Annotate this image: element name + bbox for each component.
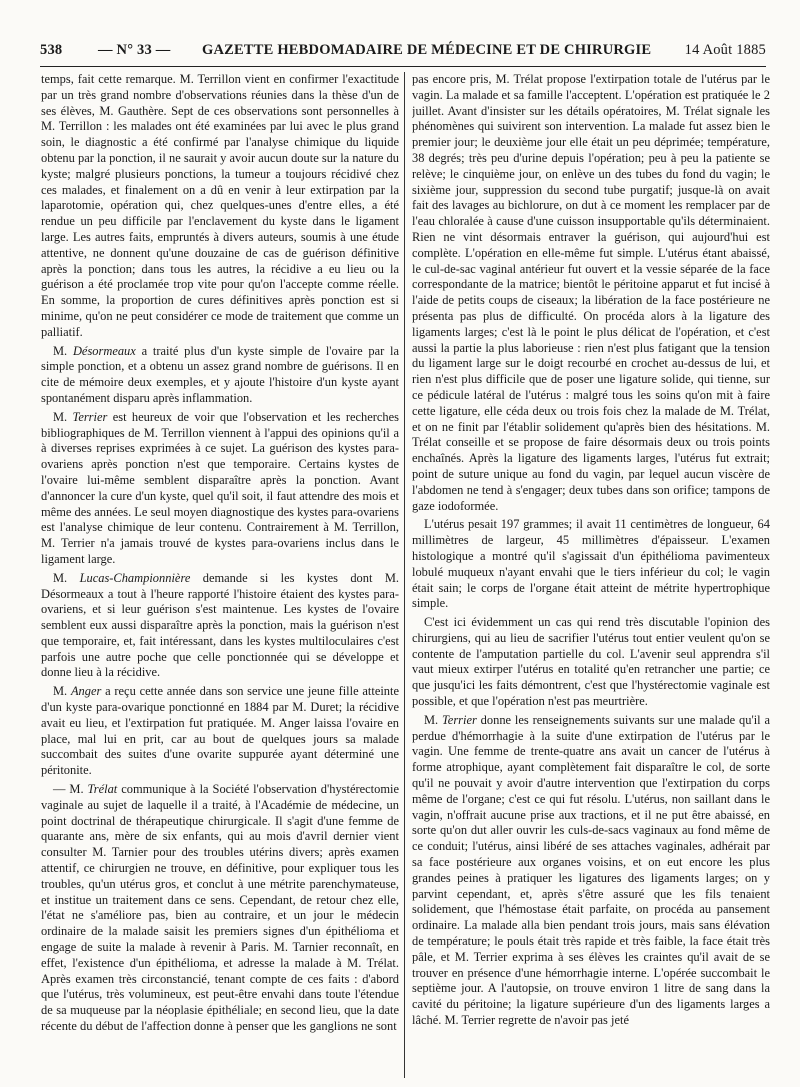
- left-column: [41, 72, 399, 1080]
- page-header: [40, 42, 766, 64]
- paragraph: M. Désormeaux a traité plus d'un kyste simple de l'ovaire par la simple ponction, et a obtenu un assez grand nombre de guérisons. Il en cite de mémoire deux exemples, et y ajoute l'histoire d'un kyste ayant spontanément disparu après inflammation.: [41, 343, 399, 405]
- speaker-name: Terrier: [442, 712, 477, 727]
- paragraph: M. Terrier est heureux de voir que l'observation et les recherches bibliographiques de M. Terrillon viennent à l'appui des opinions qu'il a à diverses reprises exprimées à ce sujet. La guérison des kystes para-ovariens après ponction n'est que temporaire. Certains kystes de l'ovaire lui-même semblent disparaître après la ponction. Avant d'annoncer la cure d'un kyste, quel qu'il soit, il faut attendre des mois et même des années. Le seul moyen diagnostique des kystes para-ovariens est l'analyse chimique de leur contenu. Contrairement à M. Terrillon, M. Terrier n'a jamais trouvé de kystes para-ovariens inclus dans le ligament large.: [41, 409, 399, 566]
- paragraph: — M. Trélat communique à la Société l'observation d'hystérectomie vaginale au sujet de laquelle il a traité, à l'Académie de médecine, un point doctrinal de thérapeutique chirurgicale. Il s'agit d'une femme de quarante ans, mère de six enfants, qui au mois d'avril dernier vient consulter M. Tarnier pour des troubles utérins divers; après examen attentif, ce chirurgien ne trouve, en définitive, pour expliquer tous les troubles, qu'un utérus gros, et conclut à une métrite parenchymateuse, et institue un traitement dans ce sens. Cependant, de retour chez elle, l'état ne s'améliore pas, bien au contraire, et un jour le médecin ordinaire de la malade saisit les premiers signes d'un épithélioma et engage de suite la malade à revenir à Paris. M. Tarnier reconnaît, en effet, l'existence d'un épithélioma, et adresse la malade à M. Trélat. Après examen très circonstancié, tenant compte de ces faits : d'abord que l'utérus, très volumineux, est peut-être envahi dans toute l'étendue de sa muqueuse par la néoplasie épithéliale; en second lieu, que la date récente du début de l'affection donne à penser que les ganglions ne sont: [41, 782, 399, 1034]
- paragraph: M. Terrier donne les renseignements suivants sur une malade qu'il a perdue d'hémorrhagie à la suite d'une extirpation de l'utérus par le vagin. Une femme de trente-quatre ans avait un cancer de l'utérus à forme atrophique, ayant complètement fait disparaître le col, de sorte qu'il ne pouvait y avoir d'autre intervention que l'extirpation du corps même de l'organe; c'est ce qui fut résolu. L'utérus, non saillant dans le vagin, n'offrait aucune prise aux tractions, et il ne put être abaissé, en sorte qu'on dut aller ouvrir les culs-de-sacs vaginaux au fond même de ce conduit; l'utérus, ainsi libéré de ses attaches vaginales, adhérait par sa face postérieure aux organes voisins, et on eut encore les plus grandes peines à pratiquer les ligatures des ligaments larges; on y parvint cependant, et, après s'être assuré que les fils tenaient solidement, que l'hémostase était parfaite, on procéda au pansement ordinaire. La malade alla bien pendant trois jours, mais sans élévation de température; le pouls était très rapide et très faible, la face était très pâle, et M. Terrier exprima à ses élèves les craintes qu'il avait de se trouver en présence d'une hémorrhagie interne. L'opérée succombait le septième jour. A l'autopsie, on trouve environ 1 litre de sang dans la cavité du péritoine; la ligature supérieure d'un des ligaments larges a lâché. M. Terrier regrette de n'avoir pas jeté: [412, 712, 770, 1028]
- speaker-name: Anger: [70, 684, 102, 699]
- issue-date: 14 Août 1885: [684, 42, 766, 58]
- journal-title: GAZETTE HEBDOMADAIRE DE MÉDECINE ET DE CHIRURGIE: [202, 42, 652, 58]
- paragraph: C'est ici évidemment un cas qui rend très discutable l'opinion des chirurgiens, qui au lieu de sacrifier l'utérus tout entier veulent qu'on se contente de l'amputation partielle du col. L'avenir seul apprendra s'il vaut mieux extirper l'utérus en totalité qu'en retrancher une partie; ce que jusqu'ici les faits démontrent, c'est que l'hystérectomie vaginale est possible, et que l'opération n'est pas meurtrière.: [412, 615, 770, 709]
- column-divider: [404, 72, 405, 1078]
- speaker-name: Trélat: [87, 782, 118, 797]
- speaker-name: Terrier: [72, 409, 108, 424]
- speaker-name: Désormeaux: [72, 343, 136, 358]
- paragraph: temps, fait cette remarque. M. Terrillon vient en confirmer l'exactitude par un très grand nombre d'observations réunies dans la thèse d'un de ses élèves, M. Gauthère. Sept de ces observations sont personnelles à M. Terrillon : les malades ont été examinées par lui avec le plus grand soin, le diagnostic a été confirmé par l'analyse chimique du liquide obtenu par la ponction, il ne saurait y avoir aucun doute sur la nature du kyste; malgré plusieurs ponctions, la tumeur a toujours récidivé chez ces malades, et finalement on a dû en venir à leur extirpation par la laparotomie, opération qui, chez quelques-unes d'entre elles, a été rendue un peu difficile par l'enclavement du kyste dans le ligament large. Les autres faits, empruntés à divers auteurs, soumis à une étude attentive, ne donnent qu'une douzaine de cas de guérison définitive après la ponction; dans tous les autres, la récidive a eu lieu ou la guérison a été proclamée trop vite pour qu'on l'accepte comme réelle. En somme, la proportion de cures définitives après ponction est si minime, qu'on ne peut considérer ce mode de traitement que comme un palliatif.: [41, 72, 399, 339]
- issue-number: — N° 33 —: [98, 42, 171, 58]
- paragraph: pas encore pris, M. Trélat propose l'extirpation totale de l'utérus par le vagin. La malade et sa famille l'acceptent. L'opération est pratiquée le 2 juillet. Avant d'insister sur les détails opératoires, M. Trélat signale les phénomènes qui suivirent son intervention. La malade fut assez bien le premier jour; le deuxième jour elle était un peu déprimée; température, 38 degrés; très peu d'urine depuis l'opération; peu à peu la patiente se relève; le cinquième jour, on enlève un des tubes du fond du vagin; le sixième jour, suppression du second tube purgatif; jusque-là on avait fait des lavages au bichlorure, on dut à ce moment les remplacer par de l'eau chloralée à cause d'une cuisson insupportable qu'ils déterminaient. Rien ne vint désormais entraver la guérison, qui aujourd'hui est complète. L'opération en elle-même fut simple. L'utérus étant abaissé, le cul-de-sac vaginal antérieur fut ouvert et la vessie séparée de la face correspondante de la matrice; bientôt le péritoine apparut et fut incisé à l'aide de petits coups de ciseaux; la libération de la face postérieure ne présenta pas plus de difficulté. On procéda alors à la ligature des ligaments larges; c'est là le point le plus délicat de l'opération, et c'est aussi la partie la plus laborieuse : rien n'est plus fatigant que la tension du ligament large sur le doigt recourbé en crochet au-dessus de lui, et rien n'est plus difficile que de poser une ligature solide, qui tienne, sur ce pédicule latéral de l'utérus : malgré tous les soins qu'on mit à faire cette ligature, elle céda deux ou trois fois chez la malade de M. Trélat, et on ne finit par l'établir solidement qu'après bien des hésitations. M. Trélat conseille et se propose de faire désormais deux ou trois points enchaînés. Après la ligature des ligaments larges, l'utérus fut extrait; point de suture unique au fond du vagin, par lequel aucun viscère de l'abdomen ne tend à s'engager; deux tubes dans son orifice; tampons de gaze iodoformée.: [412, 72, 770, 513]
- right-column: [412, 72, 770, 1080]
- page-number: 538: [40, 42, 63, 58]
- paragraph: M. Anger a reçu cette année dans son service une jeune fille atteinte d'un kyste para-ovarique ponctionné en 1884 par M. Duret; la récidive avait eu lieu, et l'extirpation fut pratiquée. M. Anger laissa l'ovaire en place, mal lui en prit, car au bout de quelques jours sa malade succombait des suites d'une ovarite suppurée ayant déterminé une péritonite.: [41, 684, 399, 778]
- header-rule: [40, 66, 766, 67]
- paragraph: M. Lucas-Championnière demande si les kystes dont M. Désormeaux a tout à l'heure rapporté l'histoire étaient des kystes para-ovariens, et si leur guérison s'est maintenue. Les kystes de l'ovaire semblent eux aussi disparaître après la ponction, mais la guérison n'est que temporaire, et, fait intéressant, dans les kystes multiloculaires c'est parfois une autre poche que celle ponctionnée qui se développe et donne lieu à la récidive.: [41, 570, 399, 680]
- paragraph: L'utérus pesait 197 grammes; il avait 11 centimètres de longueur, 64 millimètres de largeur, 45 millimètres d'épaisseur. L'examen histologique a montré qu'il s'agissait d'un épithélioma pavimenteux lobulé muqueux n'ayant envahi que le tiers inférieur du col; le vagin était sain; le corps de l'organe était atteint de métrite hypertrophique simple.: [412, 517, 770, 611]
- speaker-name: Lucas-Championnière: [79, 570, 191, 585]
